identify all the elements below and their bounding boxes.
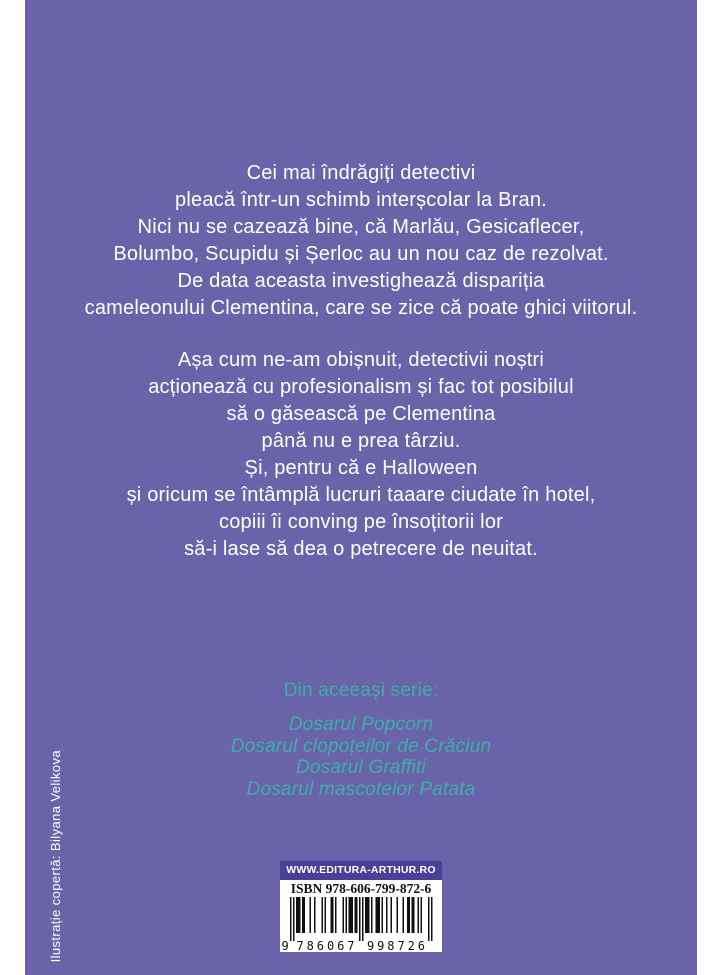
synopsis-line: Așa cum ne-am obișnuit, detectivii noștri [177, 349, 545, 371]
illustration-credit: Ilustrație copertă: Bilyana Velikova [48, 749, 63, 962]
series-heading: Din aceeași serie: [283, 680, 439, 701]
series-title: Dosarul Popcorn [288, 714, 434, 735]
series-title: Dosarul mascotelor Patata [246, 778, 476, 800]
synopsis-line: acționează cu profesionalism și fac tot posibilul [148, 376, 574, 398]
isbn-barcode-box [280, 861, 442, 952]
book-back-cover [25, 0, 697, 975]
series-title: Dosarul Graffiti [296, 757, 426, 778]
synopsis-line: pleacă într-un schimb interșcolar la Bran. [175, 189, 547, 211]
synopsis-paragraph-1 [25, 160, 697, 322]
synopsis-line: De data aceasta investighează dispariția [177, 270, 545, 292]
synopsis-line: să-i lase să dea o petrecere de neuitat. [184, 538, 538, 560]
synopsis-line: Nici nu se cazează bine, că Marlău, Gesicaflecer, [137, 216, 585, 238]
series-section [25, 679, 697, 800]
synopsis-line: până nu e prea târziu. [261, 430, 461, 452]
isbn-number: ISBN 978-606-799-872-6 [290, 881, 432, 896]
synopsis-line: Cei mai îndrăgiți detectivi [246, 162, 476, 184]
series-title: Dosarul clopoțeilor de Crăciun [230, 735, 492, 757]
publisher-website-banner: WWW.EDITURA-ARTHUR.RO [280, 861, 442, 880]
synopsis-line: și oricum se întâmplă lucruri taaare ciudate în hotel, [126, 484, 596, 506]
ean13-barcode [280, 897, 442, 952]
synopsis-line: Și, pentru că e Halloween [244, 457, 478, 479]
synopsis-line: să o găsească pe Clementina [226, 403, 496, 425]
synopsis-line: Bolumbo, Scupidu și Șerloc au un nou caz de rezolvat. [113, 243, 609, 265]
synopsis-line: cameleonului Clementina, care se zice că poate ghici viitorul. [84, 297, 638, 319]
svg-text:998726: 998726 [367, 939, 425, 952]
svg-text:786067: 786067 [296, 939, 355, 952]
synopsis-paragraph-2 [25, 347, 697, 563]
synopsis-line: copiii îi conving pe însoțitorii lor [219, 511, 503, 533]
svg-text:9: 9 [281, 939, 289, 952]
